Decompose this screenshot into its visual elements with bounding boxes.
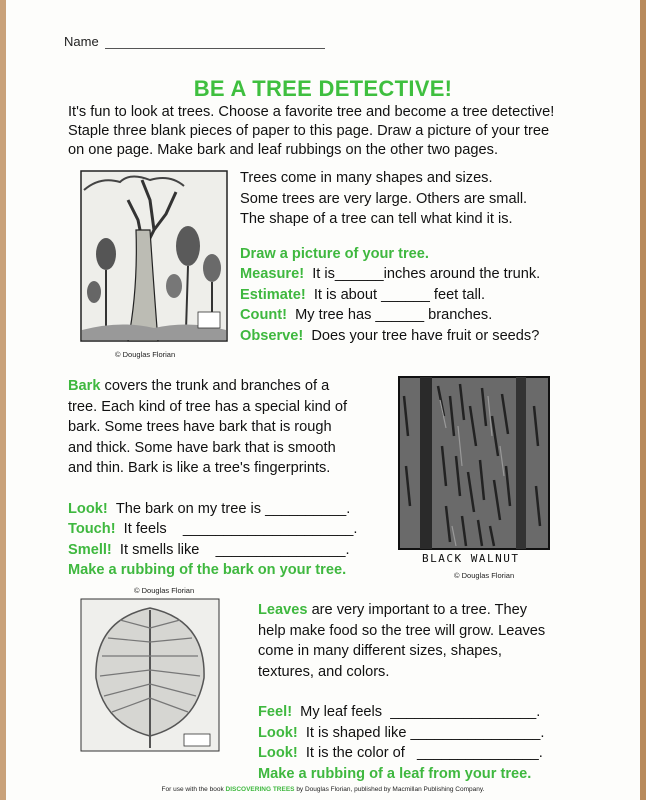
leaf-illustration: [80, 598, 220, 752]
bark-line: and thin. Bark is like a tree's fingerprints.: [68, 460, 331, 476]
shapes-section: [240, 168, 600, 346]
estimate-row: [240, 285, 600, 306]
count-text: My tree has ______ branches.: [295, 307, 493, 323]
observe-row: [240, 326, 600, 347]
intro-paragraph: [68, 103, 588, 160]
estimate-keyword: Estimate!: [240, 286, 306, 303]
leaves-line: [258, 600, 598, 621]
measure-text: It is______inches around the trunk.: [312, 266, 541, 282]
page-title: BE A TREE DETECTIVE!: [193, 76, 453, 101]
footer-post: by Douglas Florian, published by Macmillan Publishing Company.: [296, 786, 485, 793]
footer-book: DISCOVERING TREES: [225, 786, 295, 793]
tree-credit: © Douglas Florian: [115, 350, 176, 359]
bark-line: and thick. Some have bark that is smooth: [68, 439, 336, 456]
tree-illustration: [80, 170, 228, 342]
shape-text: It is shaped like ________________.: [305, 724, 545, 741]
bark-keyword: Bark: [68, 378, 101, 394]
observe-text: Does your tree have fruit or seeds?: [311, 327, 540, 344]
measure-row: [240, 264, 600, 285]
bark-rubbing-instruction: Make a rubbing of the bark on your tree.: [68, 562, 347, 578]
name-line: [105, 36, 325, 49]
leaves-keyword: Leaves: [258, 602, 308, 618]
intro-line: Staple three blank pieces of paper to this page. Draw a picture of your tree: [68, 123, 550, 139]
feel-text: My leaf feels __________________.: [300, 704, 541, 720]
measure-keyword: Measure!: [240, 266, 305, 282]
leaves-line: textures, and colors.: [258, 663, 390, 680]
name-label: Name: [64, 34, 99, 49]
feel-keyword: Feel!: [258, 704, 293, 720]
bark-line: tree. Each kind of tree has a special kind of: [68, 398, 348, 415]
paper-edge: [640, 0, 646, 800]
smell-keyword: Smell!: [68, 541, 112, 558]
bark-illustration: [398, 376, 550, 550]
footer-pre: For use with the book: [161, 786, 224, 793]
look-text: The bark on my tree is __________.: [115, 500, 351, 517]
smell-text: It smells like ________________.: [119, 541, 350, 558]
bark-line: bark. Some trees have bark that is rough: [68, 419, 332, 435]
look-keyword: Look!: [68, 500, 108, 517]
intro-line: It's fun to look at trees. Choose a favorite tree and become a tree detective!: [68, 104, 555, 120]
intro-line: on one page. Make bark and leaf rubbings on the other two pages.: [68, 142, 499, 158]
smell-row: [68, 540, 388, 561]
touch-keyword: Touch!: [68, 521, 116, 537]
leaf-rubbing-instruction: Make a rubbing of a leaf from your tree.: [258, 765, 532, 782]
color-keyword: Look!: [258, 745, 298, 761]
bark-section: [68, 376, 388, 581]
estimate-text: It is about ______ feet tall.: [313, 286, 486, 303]
touch-row: [68, 519, 388, 540]
look-row: [68, 499, 388, 520]
shape-row: [258, 723, 598, 744]
shapes-line: The shape of a tree can tell what kind it is.: [240, 211, 513, 227]
leaves-line: come in many different sizes, shapes,: [258, 643, 502, 659]
color-row: [258, 743, 598, 764]
count-keyword: Count!: [240, 307, 288, 323]
bark-line: [68, 376, 388, 397]
leaves-first-line: are very important to a tree. They: [311, 602, 528, 618]
name-row: [64, 34, 325, 49]
touch-text: It feels _____________________.: [123, 521, 358, 537]
bark-label: BLACK WALNUT: [422, 552, 520, 565]
leaves-line: help make food so the tree will grow. Leaves: [258, 622, 546, 639]
shapes-line: Trees come in many shapes and sizes.: [240, 170, 493, 186]
draw-instruction: Draw a picture of your tree.: [240, 245, 429, 262]
leaf-credit: © Douglas Florian: [134, 586, 195, 595]
bark-credit: © Douglas Florian: [454, 571, 515, 580]
shapes-line: Some trees are very large. Others are small.: [240, 190, 528, 207]
color-text: It is the color of _______________.: [305, 745, 543, 761]
leaves-section: [258, 600, 598, 784]
shape-keyword: Look!: [258, 724, 298, 741]
count-row: [240, 305, 600, 326]
bark-first-line: covers the trunk and branches of a: [104, 378, 330, 394]
feel-row: [258, 702, 598, 723]
footer: [0, 786, 646, 793]
observe-keyword: Observe!: [240, 327, 304, 344]
